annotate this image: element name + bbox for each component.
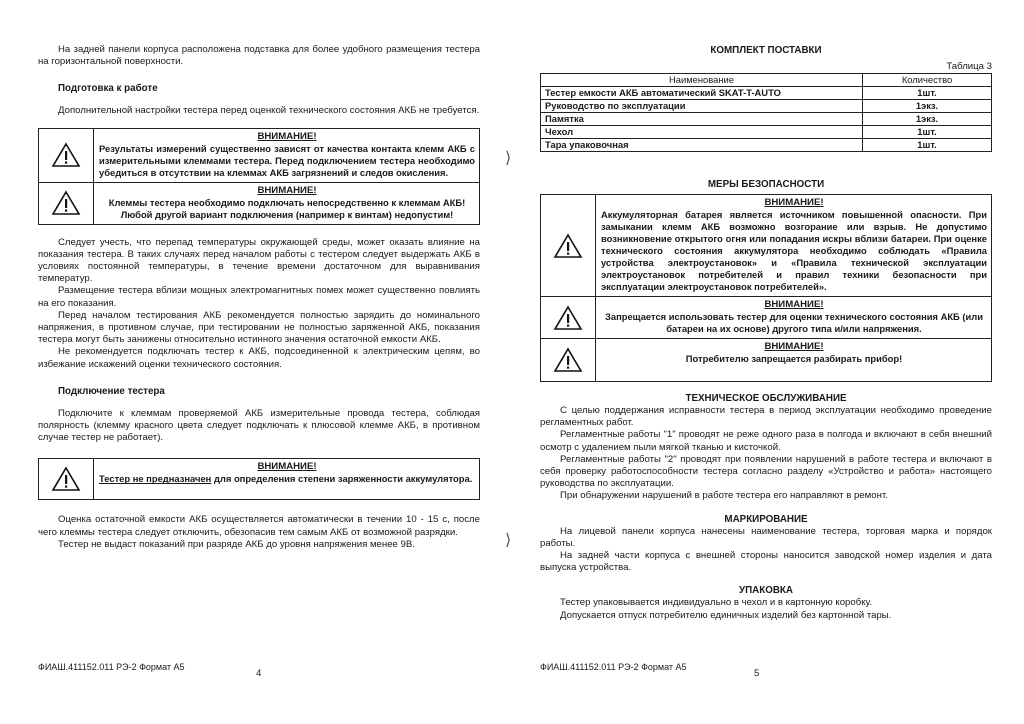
warning-text: Результаты измерений существенно зависят от качества контакта клемм АКБ с измерительными клеммами тестера. Перед подключением тестера необходимо убедиться в отсутствии на клеммах АКБ загрязнений и следов окисления. [99,142,475,178]
warning-triangle-icon [39,129,94,182]
warning-text: Клеммы тестера необходимо подключать непосредственно к клеммам АКБ! Любой другой вариант подключения (например к винтам) недопустим! [108,196,466,220]
warning-triangle-icon [541,297,596,338]
warning-title: ВНИМАНИЕ! [764,299,824,310]
maintenance-heading: ТЕХНИЧЕСКОЕ ОБСЛУЖИВАНИЕ [685,393,847,404]
page-number: 5 [754,668,760,679]
warning-text-emphasis: Тестер не предназначен [99,473,212,485]
marking-heading: МАРКИРОВАНИЕ [724,513,808,525]
item-quantity: 1шт. [863,126,992,139]
charge-paragraph: Перед началом тестирования АКБ рекомендуется полностью зарядить до номинального напряжения, в противном случае, при тестировании не полностью заряженной АКБ, показания тестера могут быть занижены относительно истинного значения остаточной емкости АКБ. [38,309,480,346]
table-header-row [541,74,992,87]
interference-paragraph: Размещение тестера вблизи мощных электромагнитных помех может существенно повлиять на его показания. [38,285,480,309]
capacity-paragraph: Оценка остаточной емкости АКБ осуществляется автоматически в течении 10 - 15 с, после чего клеммы тестера следует отключить, обезопасив тем самым АКБ от возможной разрядки. [38,514,480,538]
discharge-paragraph: Тестер не выдаст показаний при разряде АКБ до уровня напряжения менее 9В. [58,538,415,550]
warning-text: для определения степени заряженности аккумулятора. [211,473,473,485]
marking-paragraph: На лицевой панели корпуса нанесены наименование тестера, торговая марка и порядок работы. [540,525,992,549]
table-row [541,113,992,126]
table-row [541,100,992,113]
item-quantity: 1экз. [863,100,992,113]
circuit-paragraph: Не рекомендуется подключать тестер к АКБ, подсоединенной к электрическим цепям, во избежание искажений оценки технического состояния. [38,346,480,370]
warning-text: Аккумуляторная батарея является источником повышенной опасности. При замыкании клемм АКБ возможно возгорание или взрыв. Не допустимо возникновение открытого огня или попадания искры вблизи батареи. При оценке технического состояния аккумулятора необходимо соблюдать «Правила устройства электроустановок» и «Правила технической эксплуатации электроустановок потребителей и правил техники безопасности при эксплуатации электроустановок потребителей». [601,209,987,292]
binding-mark: ⟩ [505,530,512,549]
column-header-name: Наименование [541,74,863,87]
item-name: Тара упаковочная [541,139,863,152]
maintenance-paragraph: С целью поддержания исправности тестера в период эксплуатации необходимо проведение регламентных работ. [540,405,992,429]
kit-heading: КОМПЛЕКТ ПОСТАВКИ [710,45,822,56]
item-quantity: 1шт. [863,87,992,100]
warning-triangle-icon [541,339,596,381]
column-header-quantity: Количество [863,74,992,87]
item-name: Памятка [541,113,863,126]
warning-box [38,458,480,500]
warning-triangle-icon [39,459,94,499]
table-row [541,139,992,152]
page-number: 4 [256,668,262,679]
page-footer: ФИАШ.411152.011 РЭ-2 Формат А5 [540,662,687,672]
warning-title: ВНИМАНИЕ! [764,197,824,208]
warning-text: Потребителю запрещается разбирать прибор! [685,353,903,364]
item-name: Чехол [541,126,863,139]
intro-paragraph: На задней панели корпуса расположена подставка для более удобного размещения тестера на горизонтальной поверхности. [38,44,480,68]
warning-box [38,183,480,225]
table-caption: Таблица 3 [946,61,992,72]
warning-box [540,297,992,339]
item-quantity: 1шт. [863,139,992,152]
connection-heading: Подключение тестера [58,385,165,397]
item-quantity: 1экз. [863,113,992,126]
maintenance-paragraph: Регламентные работы "1" проводят не реже одного раза в полгода и включают в себя внешний осмотр с удалением пыли мягкой тканью и кисточкой. [540,429,992,453]
table-row [541,87,992,100]
packaging-heading: УПАКОВКА [739,585,793,597]
maintenance-paragraph: При обнаружении нарушений в работе тестера его направляют в ремонт. [560,490,888,502]
packaging-paragraph: Тестер упаковывается индивидуально в чехол и в картонную коробку. [560,597,873,609]
warning-box [540,194,992,297]
right-page [512,0,1024,724]
kit-table [540,73,992,152]
warning-box [38,128,480,183]
warning-box [540,339,992,382]
prep-paragraph: Дополнительной настройки тестера перед оценкой технического состояния АКБ не требуется. [58,105,480,117]
prep-heading: Подготовка к работе [58,83,158,95]
warning-title: ВНИМАНИЕ! [257,130,317,142]
warning-title: ВНИМАНИЕ! [257,461,317,473]
temperature-paragraph: Следует учесть, что перепад температуры окружающей среды, может оказать влияние на показания тестера. В таких случаях перед началом работы с тестером следует выдержать АКБ в условиях постоянной температуры, в течение времени достаточном для выравнивания температур. [38,236,480,285]
safety-heading: МЕРЫ БЕЗОПАСНОСТИ [707,179,825,190]
item-name: Руководство по эксплуатации [541,100,863,113]
table-row [541,126,992,139]
warning-triangle-icon [541,195,596,296]
warning-triangle-icon [39,183,94,224]
warning-title: ВНИМАНИЕ! [764,341,824,352]
warning-title: ВНИМАНИЕ! [257,184,317,196]
binding-mark: ⟩ [505,148,512,167]
page-footer: ФИАШ.411152.011 РЭ-2 Формат А5 [38,662,185,672]
packaging-paragraph: Допускается отпуск потребителю единичных изделий без картонной тары. [560,609,892,621]
marking-paragraph: На задней части корпуса с внешней стороны наносится заводской номер изделия и дата выпуска устройства. [540,550,992,574]
warning-text: Запрещается использовать тестер для оценки технического состояния АКБ (или батареи на их основе) другого типа и/или напряжения. [604,311,984,334]
item-name: Тестер емкости АКБ автоматический SKAT-T-AUTO [541,87,863,100]
connection-paragraph: Подключите к клеммам проверяемой АКБ измерительные провода тестера, соблюдая полярность (клемму красного цвета следует подключать к плюсовой клемме АКБ, в противном случае тестер не работает). [38,407,480,444]
maintenance-paragraph: Регламентные работы "2" проводят при появлении нарушений в работе тестера и включают в себя проверку работоспособности тестера согласно разделу «Устройство и работа» настоящего руководства по эксплуатации. [540,453,992,490]
